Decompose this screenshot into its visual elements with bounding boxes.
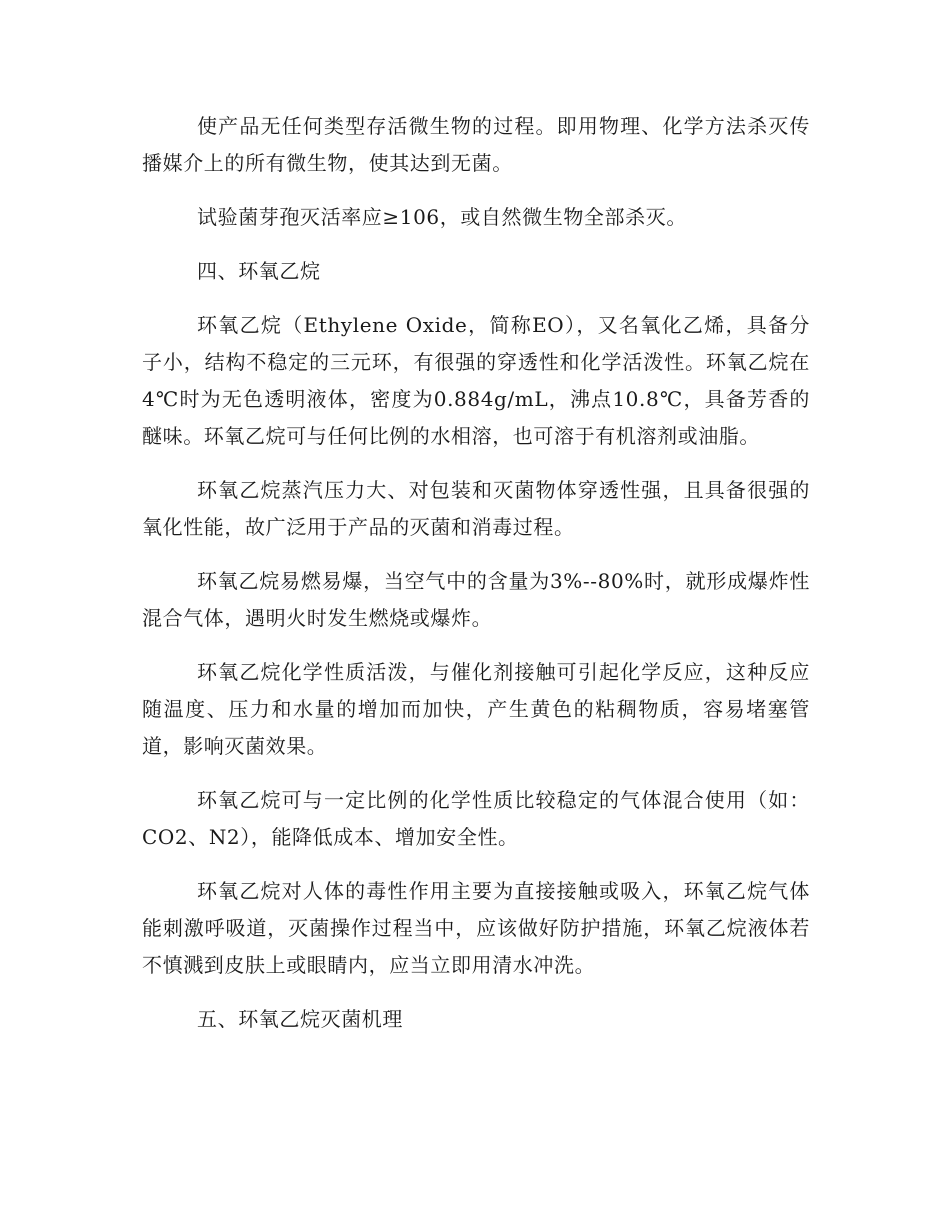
- paragraph-eo-properties: 环氧乙烷（Ethylene Oxide，简称EO），又名氧化乙烯，具备分子小，结构不稳定的三元环，有很强的穿透性和化学活泼性。环氧乙烷在4℃时为无色透明液体，密度为0.884g/mL，沸点10.8℃，具备芳香的醚味。环氧乙烷可与任何比例的水相溶，也可溶于有机溶剂或油脂。: [142, 313, 810, 448]
- paragraph-eo-penetration: 环氧乙烷蒸汽压力大、对包装和灭菌物体穿透性强，且具备很强的氧化性能，故广泛用于产品的灭菌和消毒过程。: [142, 478, 810, 539]
- paragraph-inactivation-rate: 试验菌芽孢灭活率应≥106，或自然微生物全部杀灭。: [197, 205, 687, 229]
- section-heading-sterilization-mechanism: 五、环氧乙烷灭菌机理: [197, 1007, 403, 1031]
- document-body: [142, 108, 810, 1055]
- paragraph-eo-flammability: 环氧乙烷易燃易爆，当空气中的含量为3%--80%时，就形成爆炸性混合气体，遇明火时发生燃烧或爆炸。: [142, 569, 810, 630]
- paragraph-eo-toxicity: 环氧乙烷对人体的毒性作用主要为直接接触或吸入，环氧乙烷气体能刺激呼吸道，灭菌操作过程当中，应该做好防护措施，环氧乙烷液体若不慎溅到皮肤上或眼睛内，应当立即用清水冲洗。: [142, 879, 810, 977]
- paragraph-eo-gas-mixture: 环氧乙烷可与一定比例的化学性质比较稳定的气体混合使用（如：CO2、N2），能降低成本、增加安全性。: [142, 788, 810, 849]
- section-heading-ethylene-oxide: 四、环氧乙烷: [197, 259, 321, 283]
- paragraph-sterilization-definition: 使产品无任何类型存活微生物的过程。即用物理、化学方法杀灭传播媒介上的所有微生物，使其达到无菌。: [142, 114, 810, 175]
- paragraph-eo-reactivity: 环氧乙烷化学性质活泼，与催化剂接触可引起化学反应，这种反应随温度、压力和水量的增加而加快，产生黄色的粘稠物质，容易堵塞管道，影响灭菌效果。: [142, 660, 810, 758]
